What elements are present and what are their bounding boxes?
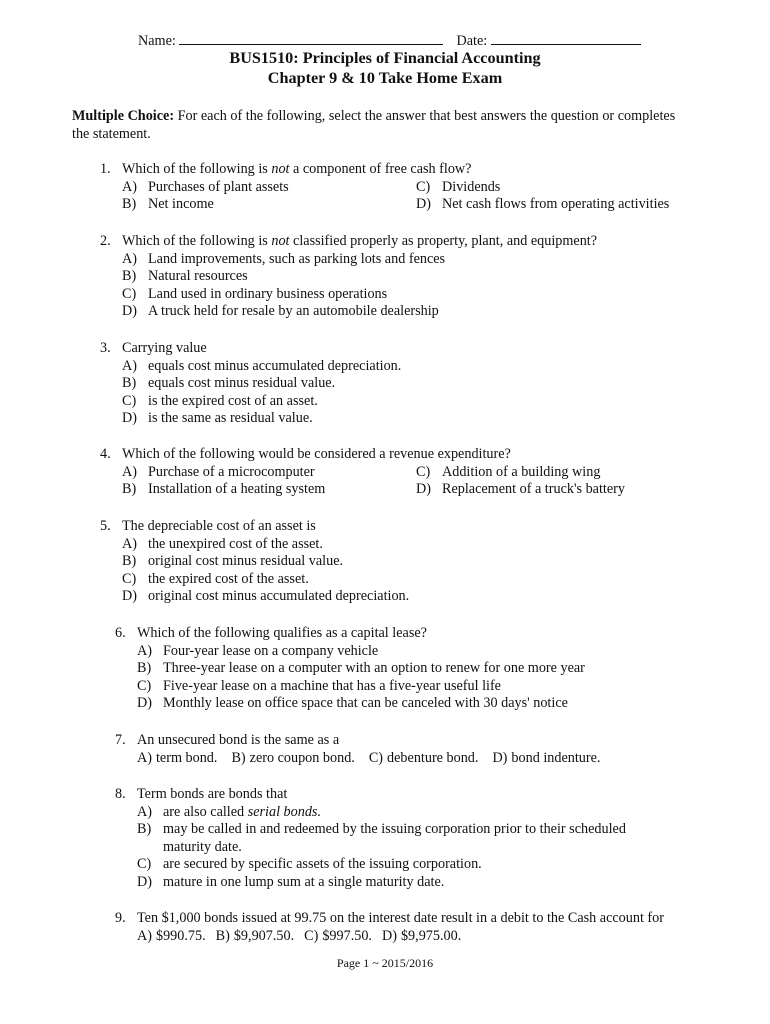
option-d[interactable]: D) Net cash flows from operating activities [416, 196, 670, 213]
question-text-end: classified properly as property, plant, and equipment? [289, 233, 598, 249]
instructions-label: Multiple Choice: [72, 108, 175, 124]
question-number: 4. [100, 446, 111, 462]
option-b[interactable]: B) Net income [122, 196, 214, 213]
option-b[interactable]: B) zero coupon bond. [231, 749, 355, 766]
option-b[interactable]: B) may be called in and redeemed by the issuing corporation prior to their scheduled maturity date. [137, 821, 626, 855]
name-label: Name: [138, 33, 176, 49]
option-c[interactable]: C) debenture bond. [368, 749, 479, 766]
question-number: 2. [100, 233, 111, 249]
question-text: Which of the following is [122, 161, 272, 177]
option-b[interactable]: B) $9,907.50. [215, 927, 295, 944]
option-b[interactable]: B) Natural resources [122, 268, 248, 285]
question-number: 5. [100, 518, 111, 534]
option-d[interactable]: D) mature in one lump sum at a single maturity date. [137, 873, 445, 890]
page-footer: Page 1 ~ 2015/2016 [336, 956, 434, 970]
question-5 [100, 518, 409, 606]
question-text: An unsecured bond is the same as a [137, 732, 340, 748]
option-c[interactable]: C) is the expired cost of an asset. [122, 392, 318, 409]
option-d[interactable]: D) bond indenture. [492, 749, 601, 766]
instructions [72, 108, 692, 143]
option-b[interactable]: B) equals cost minus residual value. [122, 375, 336, 392]
option-c[interactable]: C) Dividends [416, 178, 501, 195]
option-a[interactable]: A) the unexpired cost of the asset. [122, 535, 323, 552]
question-text: Which of the following would be considered a revenue expenditure? [122, 446, 511, 462]
option-c[interactable]: C) Five-year lease on a machine that has a five-year useful life [137, 677, 501, 694]
question-text: Which of the following qualifies as a capital lease? [137, 625, 427, 641]
option-a[interactable]: A) $990.75. [137, 927, 206, 944]
question-9 [115, 910, 664, 945]
question-text: The depreciable cost of an asset is [122, 518, 316, 534]
date-label: Date: [456, 33, 488, 49]
option-b[interactable]: B) original cost minus residual value. [122, 553, 344, 570]
option-d[interactable]: D) original cost minus accumulated depreciation. [122, 588, 410, 605]
option-a[interactable]: A) Four-year lease on a company vehicle [137, 642, 379, 659]
question-text: Which of the following is [122, 233, 272, 249]
question-emphasis: not [271, 161, 290, 177]
instructions-text: For each of the following, select the answer that best answers the question or completes the statement. [72, 108, 676, 142]
option-c[interactable]: C) the expired cost of the asset. [122, 570, 309, 587]
option-c[interactable]: C) Addition of a building wing [416, 463, 601, 480]
name-field[interactable] [179, 30, 443, 45]
question-3 [100, 340, 401, 428]
option-c[interactable]: C) are secured by specific assets of the issuing corporation. [137, 856, 482, 873]
option-d[interactable]: D) A truck held for resale by an automobile dealership [122, 303, 439, 320]
option-d[interactable]: D) $9,975.00. [381, 927, 462, 944]
option-a[interactable]: A) Purchase of a microcomputer [122, 463, 315, 480]
option-a[interactable]: A) term bond. [137, 749, 218, 766]
option-c[interactable]: C) Land used in ordinary business operations [122, 285, 388, 302]
question-number: 1. [100, 161, 111, 177]
question-text: Ten $1,000 bonds issued at 99.75 on the interest date result in a debit to the Cash account for [137, 910, 664, 926]
question-6 [115, 625, 585, 713]
name-date-line [138, 30, 641, 51]
question-number: 9. [115, 910, 126, 926]
question-text: Term bonds are bonds that [137, 786, 288, 802]
option-b[interactable]: B) Three-year lease on a computer with an option to renew for one more year [137, 660, 585, 677]
option-d[interactable]: D) Monthly lease on office space that can be canceled with 30 days' notice [137, 695, 568, 712]
option-a[interactable]: A) Purchases of plant assets [122, 178, 289, 195]
question-8 [115, 786, 626, 892]
question-1 [100, 161, 670, 214]
question-text: Carrying value [122, 340, 207, 356]
exam-title: Chapter 9 & 10 Take Home Exam [267, 69, 503, 87]
question-number: 7. [115, 732, 126, 748]
question-text-end: a component of free cash flow? [289, 161, 472, 177]
option-a[interactable]: A) equals cost minus accumulated depreciation. [122, 357, 402, 374]
option-a[interactable]: A) are also called serial bonds. [137, 803, 321, 820]
question-4 [100, 446, 625, 499]
question-7 [115, 732, 614, 767]
question-emphasis: not [271, 233, 290, 249]
date-field[interactable] [491, 30, 641, 45]
option-d[interactable]: D) is the same as residual value. [122, 410, 313, 427]
question-number: 3. [100, 340, 111, 356]
option-b[interactable]: B) Installation of a heating system [122, 481, 326, 498]
option-d[interactable]: D) Replacement of a truck's battery [416, 481, 625, 498]
option-a[interactable]: A) Land improvements, such as parking lots and fences [122, 250, 446, 267]
question-number: 8. [115, 786, 126, 802]
option-c[interactable]: C) $997.50. [304, 927, 372, 944]
question-2 [100, 233, 597, 321]
course-title: BUS1510: Principles of Financial Accounting [229, 49, 541, 67]
question-number: 6. [115, 625, 126, 641]
